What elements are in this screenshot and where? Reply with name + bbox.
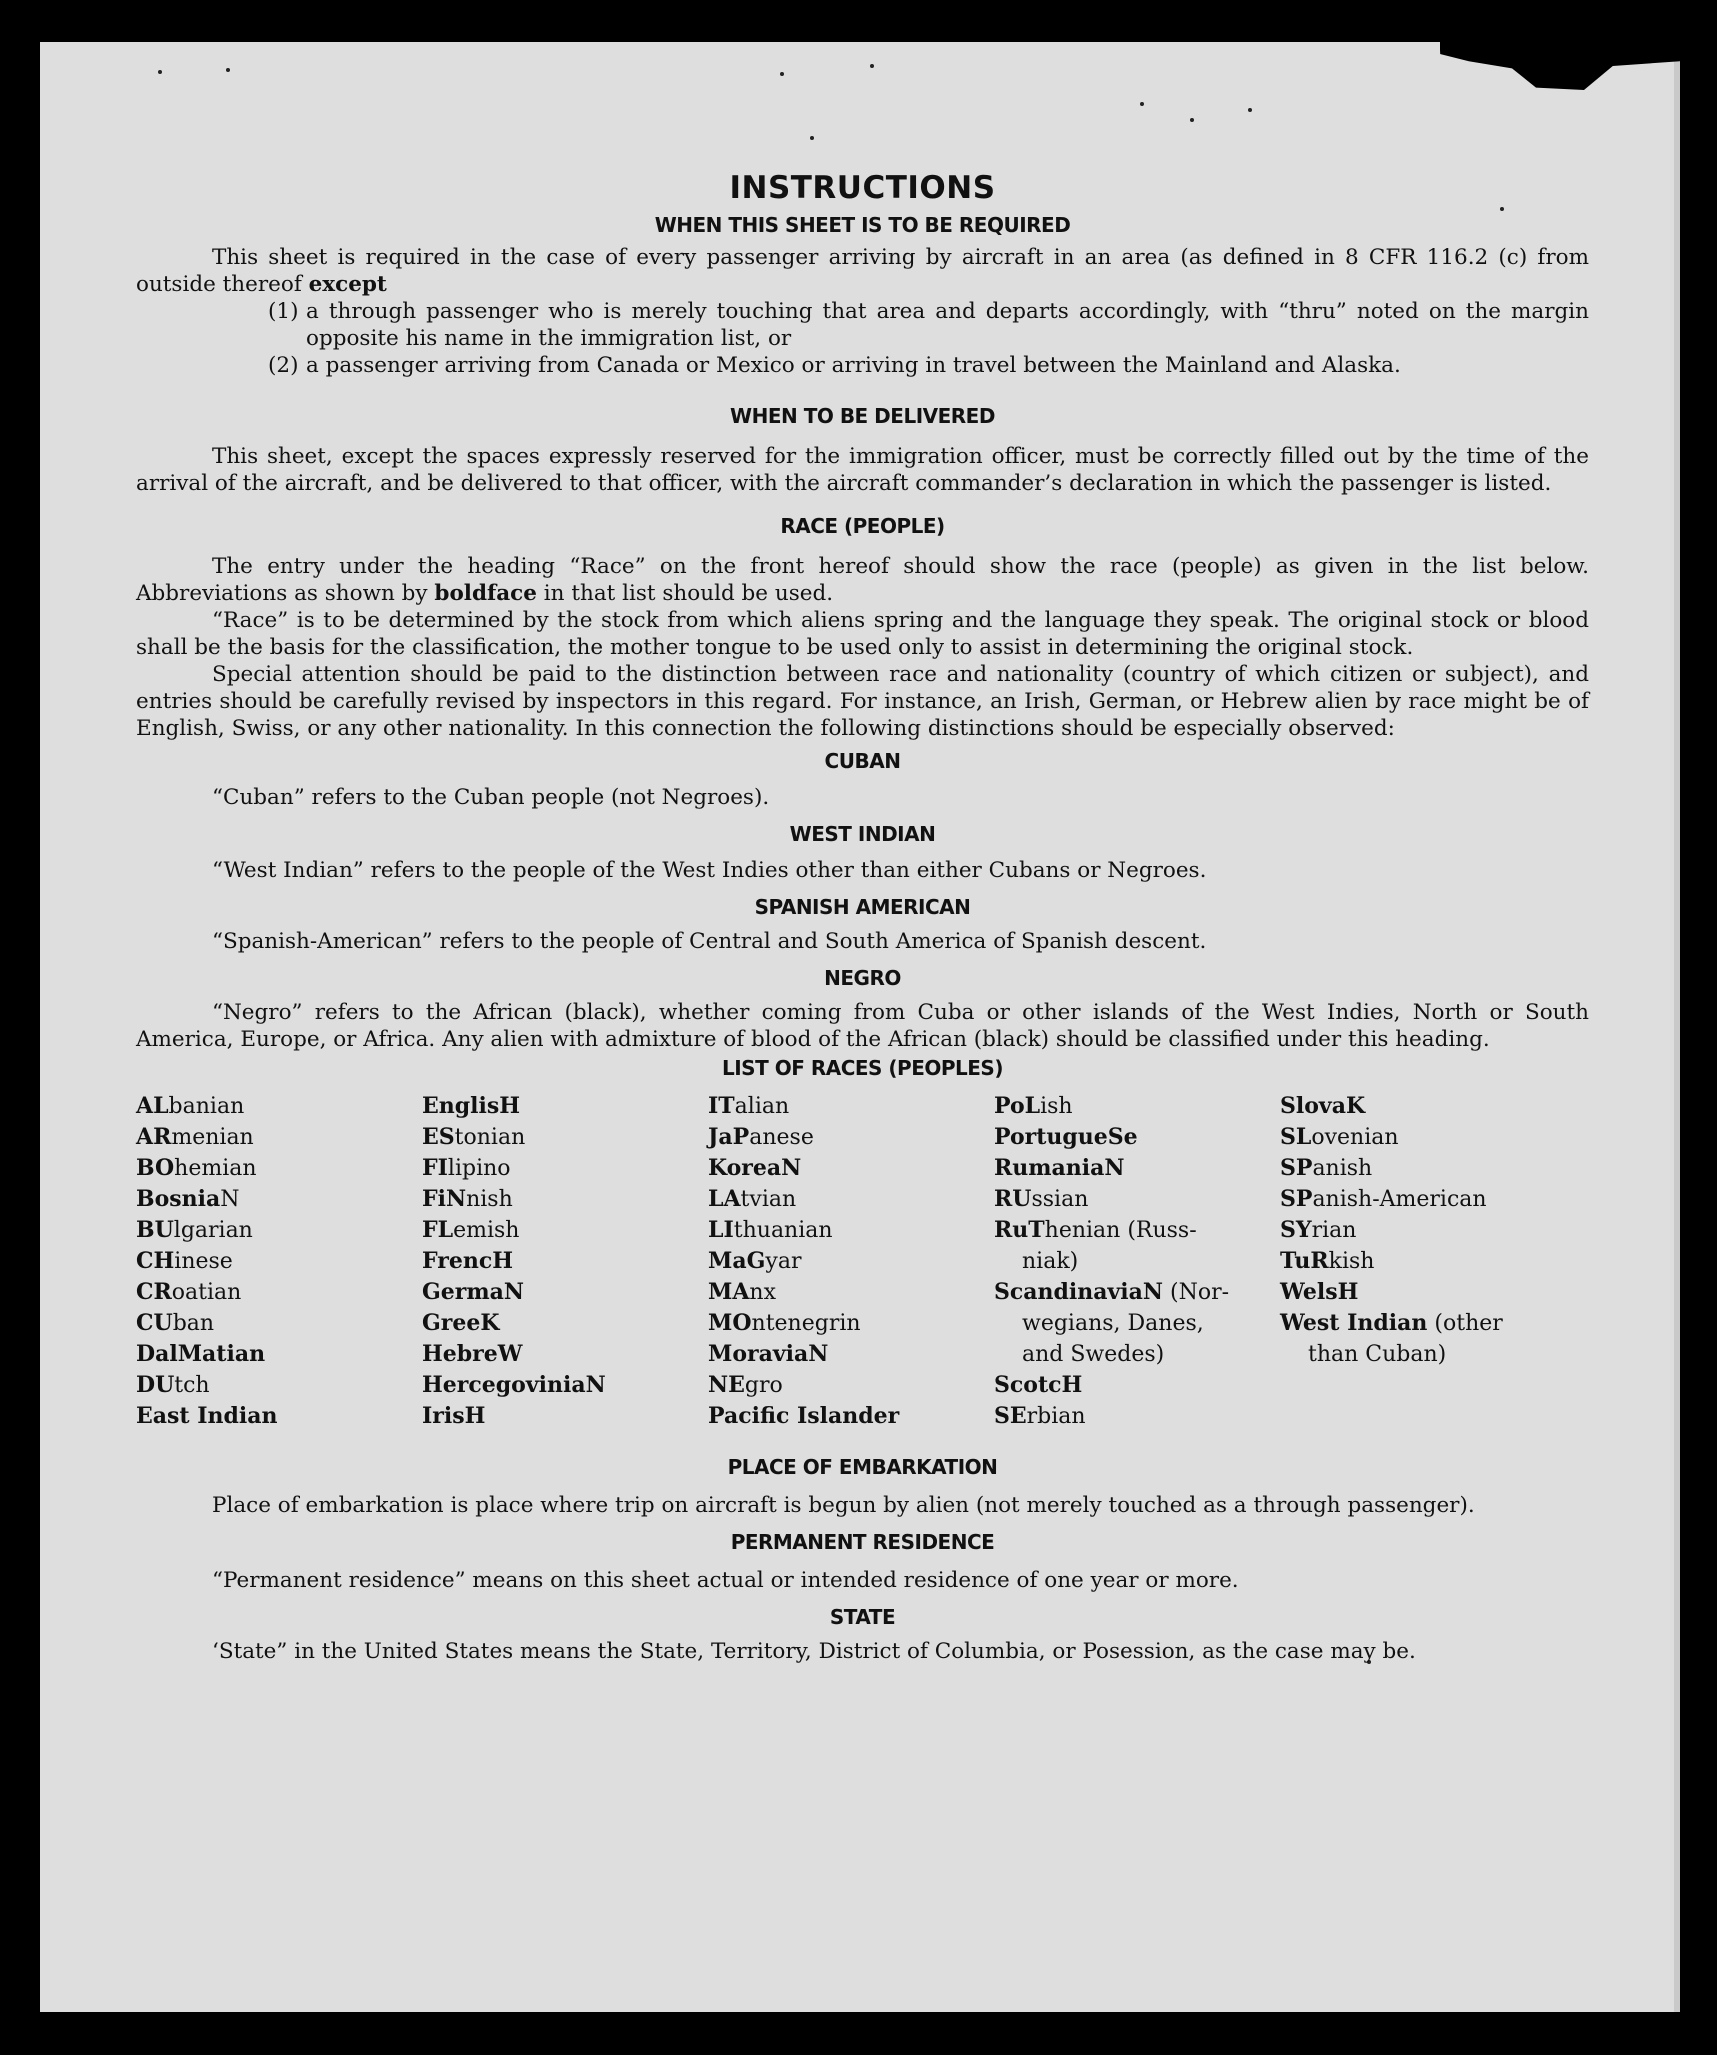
race-entry: MOntenegrin	[708, 1310, 861, 1336]
paragraph-when-required	[136, 244, 1589, 298]
race-entry: JaPanese	[708, 1124, 814, 1150]
race-entry: EStonian	[422, 1124, 526, 1150]
except-bold: except	[308, 272, 387, 297]
heading-state: STATE	[829, 1605, 896, 1629]
race-entry: BUlgarian	[136, 1217, 253, 1243]
document-page	[40, 42, 1680, 2012]
race-entry: RumaniaN	[994, 1155, 1125, 1181]
races-column	[708, 1091, 994, 1432]
speck	[158, 70, 162, 74]
paragraph-race-1	[136, 553, 1589, 607]
race-entry: RuThenian (Russ-	[994, 1217, 1197, 1243]
race-entry: ScotcH	[994, 1372, 1083, 1398]
race-entry: KoreaN	[708, 1155, 802, 1181]
race-entry: DUtch	[136, 1372, 210, 1398]
race-entry: and Swedes)	[1022, 1342, 1165, 1367]
speck	[810, 136, 814, 140]
race-entry: SYrian	[1280, 1217, 1357, 1243]
heading-place-of-embarkation: PLACE OF EMBARKATION	[727, 1455, 998, 1479]
paragraph-residence: “Permanent residence” means on this sheet actual or intended residence of one year or more.	[212, 1568, 1239, 1593]
race-entry: Pacific Islander	[708, 1403, 900, 1429]
race-entry: PortugueSe	[994, 1124, 1138, 1150]
speck	[1248, 108, 1252, 112]
race-entry: MoraviaN	[708, 1341, 829, 1367]
race-entry: CHinese	[136, 1248, 233, 1274]
paragraph-embarkation: Place of embarkation is place where trip on aircraft is begun by alien (not merely touched as a through passenger).	[212, 1493, 1475, 1518]
heading-race: RACE (PEOPLE)	[780, 514, 945, 538]
speck	[780, 72, 784, 76]
paragraph-west-indian: “West Indian” refers to the people of the West Indies other than either Cubans or Negroes.	[212, 858, 1207, 883]
race-entry: HercegoviniaN	[422, 1372, 606, 1398]
heading-when-delivered: WHEN TO BE DELIVERED	[730, 404, 995, 428]
heading-cuban: CUBAN	[824, 749, 901, 773]
race-entry: ARmenian	[136, 1124, 254, 1150]
races-column	[1280, 1091, 1566, 1432]
race-entry: FrencH	[422, 1248, 513, 1274]
torn-corner	[1440, 42, 1680, 90]
race-entry: HebreW	[422, 1341, 523, 1367]
heading-negro: NEGRO	[824, 966, 901, 990]
speck	[226, 68, 230, 72]
race-entry: ALbanian	[136, 1093, 245, 1119]
race-entry: BOhemian	[136, 1155, 257, 1181]
race-entry: GermaN	[422, 1279, 525, 1305]
race-entry: SPanish	[1280, 1155, 1373, 1181]
race-entry: West Indian (other	[1280, 1310, 1503, 1336]
race-entry: EnglisH	[422, 1093, 521, 1119]
race-entry: LIthuanian	[708, 1217, 833, 1243]
paragraph-state: ‘State” in the United States means the State, Territory, District of Columbia, or Posession, as the case may be.	[212, 1639, 1416, 1664]
speck	[1140, 102, 1144, 106]
race-entry: WelsH	[1280, 1279, 1359, 1305]
boldface-word: boldface	[434, 581, 537, 606]
item-text: a passenger arriving from Canada or Mexico or arriving in travel between the Mainland and Alaska.	[306, 353, 1401, 378]
heading-west-indian: WEST INDIAN	[789, 822, 936, 846]
item-number: (1)	[268, 299, 299, 324]
paragraph-negro: “Negro” refers to the African (black), whether coming from Cuba or other islands of the West Indies, North or South America, Europe, or Africa. Any alien with admixture of blood of the African (black) should be classified under this heading.	[136, 1000, 1589, 1052]
races-column	[422, 1091, 708, 1432]
race-entry: LAtvian	[708, 1186, 797, 1212]
paragraph-when-delivered: This sheet, except the spaces expressly reserved for the immigration officer, must be correctly filled out by the time of the arrival of the aircraft, and be delivered to that officer, with the aircraft commander’s declaration in which the passenger is listed.	[136, 444, 1589, 496]
race-entry: IrisH	[422, 1403, 486, 1429]
paragraph-spanish-american: “Spanish-American” refers to the people of Central and South America of Spanish descent.	[212, 929, 1207, 954]
race-entry: SErbian	[994, 1403, 1086, 1429]
paragraph-race-3: Special attention should be paid to the distinction between race and nationality (country of which citizen or subject), and entries should be carefully revised by inspectors in this regard. For instance, an Irish, German, or Hebrew alien by race might be of English, Swiss, or any other nationality. In this connection the following distinctions should be especially observed:	[136, 662, 1589, 741]
race-entry: MaGyar	[708, 1248, 802, 1274]
race-entry: CUban	[136, 1310, 215, 1336]
race-entry: BosniaN	[136, 1186, 240, 1212]
race-entry: SlovaK	[1280, 1093, 1366, 1119]
race-entry: SLovenian	[1280, 1124, 1399, 1150]
races-column	[136, 1091, 422, 1432]
race-entry: MAnx	[708, 1279, 776, 1305]
race-entry: than Cuban)	[1308, 1342, 1447, 1367]
race-entry: GreeK	[422, 1310, 500, 1336]
race-entry: FIlipino	[422, 1155, 511, 1181]
races-column	[994, 1091, 1280, 1432]
page-title: INSTRUCTIONS	[729, 170, 996, 206]
race-entry: CRoatian	[136, 1279, 242, 1305]
paragraph-cuban: “Cuban” refers to the Cuban people (not Negroes).	[212, 785, 770, 810]
race-entry: wegians, Danes,	[1022, 1311, 1204, 1336]
paragraph-text: in that list should be used.	[543, 581, 834, 606]
race-entry: East Indian	[136, 1403, 278, 1429]
races-list	[136, 1091, 1589, 1432]
race-entry: ITalian	[708, 1093, 790, 1119]
race-entry: SPanish-American	[1280, 1186, 1487, 1212]
race-entry: NEgro	[708, 1372, 783, 1398]
race-entry: RUssian	[994, 1186, 1089, 1212]
race-entry: FiNnish	[422, 1186, 513, 1212]
speck	[870, 64, 874, 68]
race-entry: PoLish	[994, 1093, 1073, 1119]
heading-spanish-american: SPANISH AMERICAN	[754, 895, 971, 919]
paragraph-text: This sheet is required in the case of every passenger arriving by aircraft in an area (as defined in 8 CFR 116.2 (c) from outside thereof	[136, 245, 1589, 297]
heading-when-required: WHEN THIS SHEET IS TO BE REQUIRED	[654, 213, 1071, 237]
paragraph-text: The entry under the heading “Race” on the front hereof should show the race (people) as given in the list below. Abbreviations as shown by	[136, 554, 1589, 606]
item-text: a through passenger who is merely touching that area and departs accordingly, with “thru” noted on the margin opposite his name in the immigration list, or	[306, 299, 1589, 351]
race-entry: DalMatian	[136, 1341, 266, 1367]
heading-permanent-residence: PERMANENT RESIDENCE	[730, 1530, 995, 1554]
heading-list-of-races: LIST OF RACES (PEOPLES)	[722, 1056, 1003, 1080]
race-entry: niak)	[1022, 1249, 1079, 1274]
race-entry: FLemish	[422, 1217, 520, 1243]
list-item	[136, 352, 1589, 379]
speck	[1190, 118, 1194, 122]
race-entry: TuRkish	[1280, 1248, 1375, 1274]
paragraph-race-2: “Race” is to be determined by the stock from which aliens spring and the language they speak. The original stock or blood shall be the basis for the classification, the mother tongue to be used only to assist in determining the original stock.	[136, 608, 1589, 660]
instructions-content	[136, 168, 1589, 1665]
item-number: (2)	[268, 353, 299, 378]
race-entry: ScandinaviaN (Nor-	[994, 1279, 1230, 1305]
list-item	[136, 298, 1589, 352]
